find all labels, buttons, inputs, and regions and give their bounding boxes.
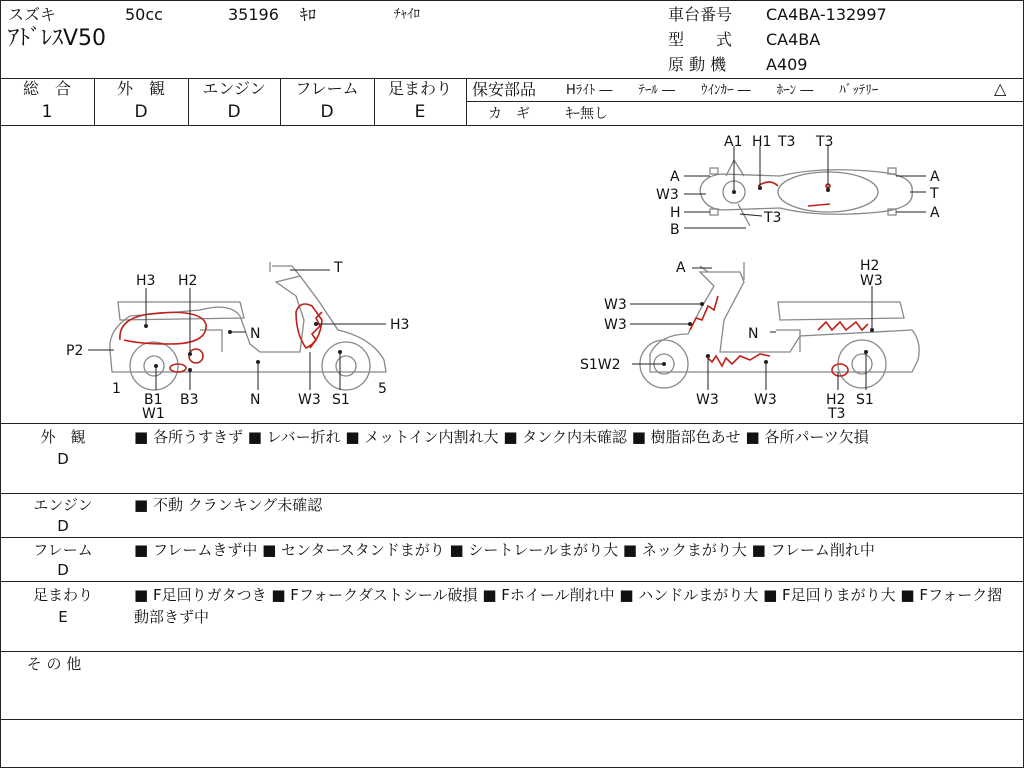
- grade-overall-value: 1: [41, 102, 53, 122]
- lbl-top-h: H: [670, 205, 681, 221]
- type-label: 型 式: [668, 30, 733, 49]
- frame-no-label: 車台番号: [668, 5, 733, 24]
- leader-lines: [88, 146, 926, 390]
- model-name: ｱﾄﾞﾚｽV50: [8, 26, 107, 51]
- engine-model-value: A409: [766, 55, 808, 74]
- lbl-left-1: 1: [112, 381, 121, 397]
- lbl-right-w3d: W3: [754, 392, 777, 408]
- grade-overall-label: 総 合: [22, 79, 71, 98]
- section-frame-grade: D: [57, 561, 69, 579]
- lbl-left-w3: W3: [298, 392, 321, 408]
- lbl-left-n: N: [250, 326, 261, 342]
- grade-frame-value: D: [320, 102, 334, 122]
- lbl-top-a-right2: A: [930, 205, 940, 221]
- lbl-left-t: T: [334, 260, 343, 276]
- lbl-top-t3a: T3: [778, 134, 796, 150]
- lbl-right-w3a: W3: [604, 297, 627, 313]
- section-suspension-grade: E: [58, 608, 68, 626]
- lbl-top-h1: H1: [752, 134, 772, 150]
- section-exterior-text: ■ 各所うすきず ■ レバー折れ ■ メットイン内割れ大 ■ タンク内未確認 ■ 樹脂部色あせ ■ 各所パーツ欠損: [134, 428, 869, 446]
- maker: スズキ: [8, 5, 57, 24]
- section-engine-label: エンジン: [33, 496, 93, 514]
- section-frame-label: フレーム: [33, 541, 93, 559]
- key-value: ｷｰ無し: [566, 106, 608, 122]
- damage-diagram: [0, 126, 1024, 423]
- lbl-right-w3b: W3: [604, 317, 627, 333]
- lbl-left-h2: H2: [178, 273, 198, 289]
- section-engine-text: ■ 不動 クランキング未確認: [134, 496, 323, 514]
- type-value: CA4BA: [766, 30, 821, 49]
- grade-engine-value: D: [227, 102, 241, 122]
- section-suspension-text: ■ F足回りガタつき ■ Fフォークダストシール破損 ■ Fホイール削れ中 ■ ハンドルまがり大 ■ F足回りまがり大 ■ Fフォーク摺動部きず中: [134, 586, 1003, 626]
- color: ﾁｬｲﾛ: [394, 7, 420, 22]
- lbl-right-t3: T3: [828, 406, 846, 422]
- lbl-left-w1: W1: [142, 406, 165, 422]
- grade-engine-label: エンジン: [202, 79, 266, 98]
- frame-no: CA4BA-132997: [766, 5, 887, 24]
- grade-exterior-value: D: [134, 102, 148, 122]
- lbl-left-n2: N: [250, 392, 261, 408]
- battery-triangle: △: [994, 79, 1007, 98]
- lbl-top-a-left: A: [670, 169, 680, 185]
- lbl-left-h3b: H3: [390, 317, 410, 333]
- grade-frame-label: フレーム: [295, 79, 359, 98]
- lbl-right-h2b: H2: [826, 392, 846, 408]
- lbl-right-w3: W3: [860, 273, 883, 289]
- lbl-right-a: A: [676, 260, 686, 276]
- section-engine-grade: D: [57, 517, 69, 535]
- lbl-right-s1: S1: [856, 392, 874, 408]
- diagram-text: [66, 134, 940, 422]
- top-view-scooter: [700, 160, 912, 226]
- lbl-top-w3: W3: [656, 187, 679, 203]
- lbl-right-n: N: [748, 326, 759, 342]
- displacement: 50cc: [125, 5, 163, 24]
- safety-items: Hﾗｲﾄ ― ﾃｰﾙ ― ｳｲﾝｶｰ ― ﾎｰﾝ ― ﾊﾞｯﾃﾘｰ: [566, 83, 879, 98]
- lbl-left-b3: B3: [180, 392, 199, 408]
- lbl-top-b: B: [670, 222, 680, 238]
- lbl-top-a1: A1: [724, 134, 743, 150]
- section-exterior-label: 外 観: [40, 428, 86, 446]
- lbl-top-t3c: T3: [764, 210, 782, 226]
- section-suspension-label: 足まわり: [32, 586, 93, 604]
- grade-suspension-value: E: [414, 102, 426, 122]
- section-exterior-grade: D: [57, 450, 69, 468]
- engine-model-label: 原 動 機: [668, 55, 727, 74]
- lbl-left-s1: S1: [332, 392, 350, 408]
- lbl-top-a-right: A: [930, 169, 940, 185]
- mileage-unit: ｷﾛ: [300, 5, 317, 24]
- lbl-left-5: 5: [378, 381, 387, 397]
- lbl-top-t3b: T3: [816, 134, 834, 150]
- lbl-left-p2: P2: [66, 343, 84, 359]
- lbl-top-t: T: [930, 186, 939, 202]
- lbl-left-h3: H3: [136, 273, 156, 289]
- lbl-right-w3c: W3: [696, 392, 719, 408]
- lbl-right-s1w2: S1W2: [580, 357, 621, 373]
- lbl-right-h2: H2: [860, 258, 880, 274]
- key-label: カ ギ: [488, 106, 530, 122]
- section-other-label: そ の 他: [26, 655, 82, 673]
- grade-exterior-label: 外 観: [116, 79, 165, 98]
- lbl-left-b1: B1: [144, 392, 163, 408]
- grade-suspension-label: 足まわり: [387, 79, 452, 98]
- section-frame-text: ■ フレームきず中 ■ センタースタンドまがり ■ シートレールまがり大 ■ ネックまがり大 ■ フレーム削れ中: [134, 541, 875, 559]
- mileage: 35196: [228, 5, 279, 24]
- damage-marks: [120, 182, 868, 376]
- safety-label: 保安部品: [472, 80, 537, 99]
